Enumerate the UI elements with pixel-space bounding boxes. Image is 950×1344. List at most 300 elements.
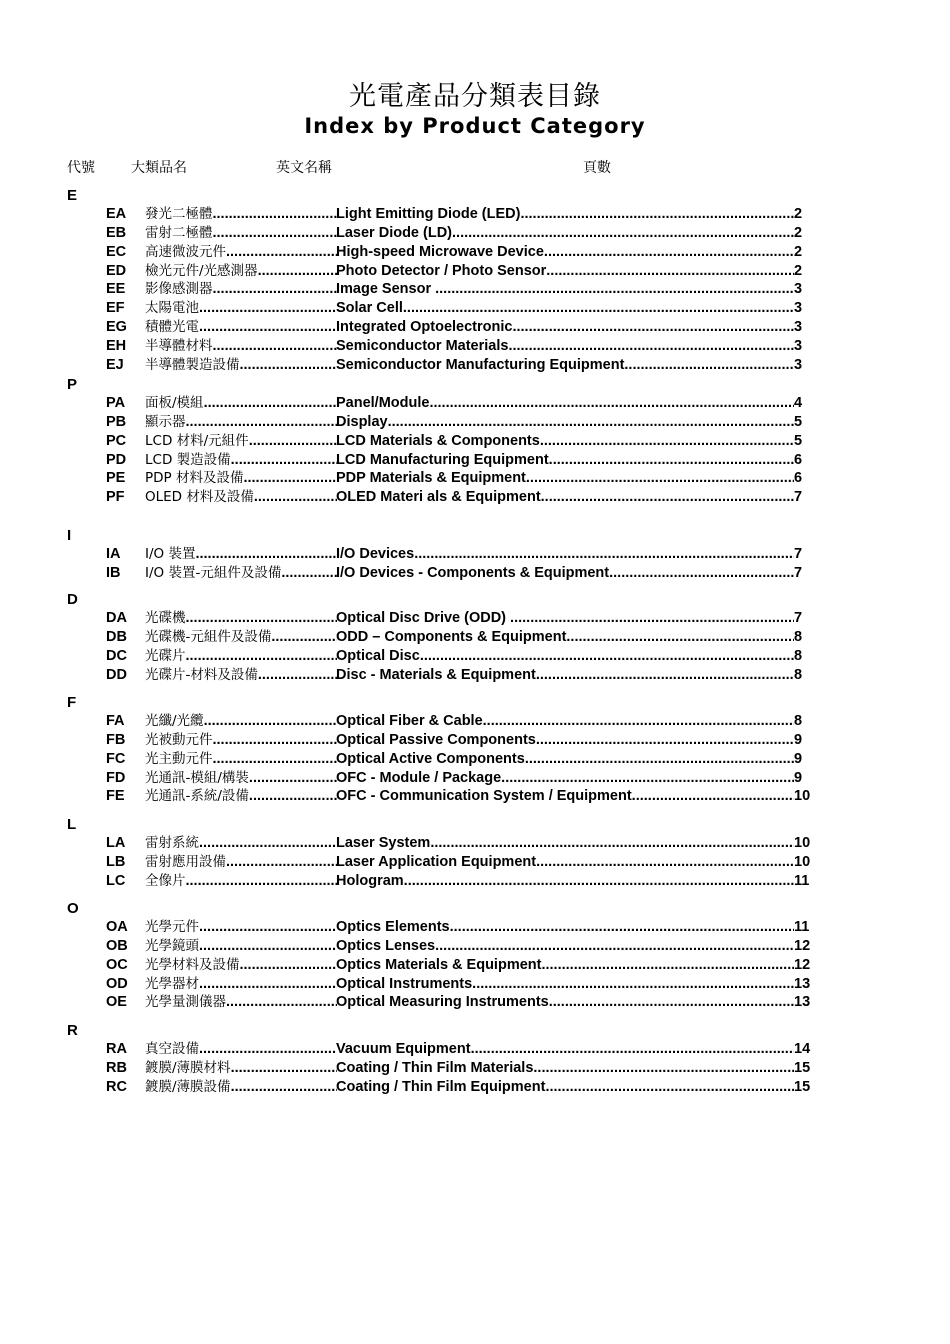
- category-name-en: [336, 224, 794, 243]
- index-row: [0, 647, 950, 666]
- category-code: EC: [106, 243, 127, 260]
- dot-leader: [483, 712, 794, 731]
- category-name-en: [336, 299, 794, 318]
- category-name-zh-text: 半導體製造設備: [145, 356, 240, 373]
- category-name-en-text: Optics Materials & Equipment: [336, 956, 542, 973]
- category-code: FD: [106, 769, 126, 786]
- index-row: [0, 318, 950, 337]
- category-name-en: [336, 918, 794, 937]
- category-code: EE: [106, 281, 126, 298]
- category-code: PF: [106, 489, 125, 506]
- category-code: LA: [106, 835, 126, 851]
- category-name-en-text: Coating / Thin Film Equipment: [336, 1078, 546, 1095]
- category-name-en-text: Optics Lenses: [336, 937, 436, 954]
- section-letter: O: [67, 900, 79, 917]
- page-number: 13: [794, 975, 811, 992]
- page-number: 3: [794, 319, 803, 336]
- category-name-zh: [145, 975, 337, 994]
- dot-leader: [632, 787, 794, 806]
- category-name-zh: [145, 769, 337, 788]
- category-code: OD: [106, 975, 128, 992]
- page-number: 7: [794, 564, 803, 581]
- category-name-en-text: LCD Manufacturing Equipment: [336, 451, 549, 468]
- dot-leader: [536, 666, 794, 685]
- category-name-zh-text: 影像感測器: [145, 281, 213, 298]
- dot-leader: [541, 956, 794, 975]
- dot-leader: [204, 394, 337, 413]
- category-name-en-text: OFC - Module / Package: [336, 769, 502, 786]
- category-code: DC: [106, 647, 127, 664]
- index-row: [0, 712, 950, 731]
- page-number: 2: [794, 243, 803, 260]
- category-name-en-text: Optical Disc Drive (ODD): [336, 610, 511, 626]
- category-code: PA: [106, 395, 126, 411]
- category-code: PE: [106, 470, 126, 487]
- page-number: 2: [794, 206, 803, 222]
- page-number: 3: [794, 337, 803, 354]
- category-name-en-text: Image Sensor: [336, 281, 436, 298]
- category-name-en-text: Laser Diode (LD): [336, 224, 453, 241]
- category-name-en: [336, 647, 794, 666]
- page-number: 15: [794, 1078, 811, 1095]
- category-name-zh-text: 全像片: [145, 872, 186, 889]
- category-code: DD: [106, 666, 127, 683]
- category-name-en-text: Semiconductor Manufacturing Equipment: [336, 356, 625, 373]
- dot-leader: [541, 488, 794, 507]
- category-name-en-text: Laser Application Equipment: [336, 853, 537, 870]
- dot-leader: [544, 243, 794, 262]
- category-code: LC: [106, 872, 126, 889]
- page-number: 4: [794, 395, 803, 411]
- category-name-zh: [145, 318, 337, 337]
- dot-leader: [249, 432, 337, 451]
- index-row: [0, 872, 950, 891]
- category-name-en: [336, 337, 794, 356]
- category-name-zh: [145, 451, 337, 470]
- index-row: [0, 975, 950, 994]
- dot-leader: [281, 564, 337, 583]
- dot-leader: [520, 205, 794, 224]
- index-row: [0, 243, 950, 262]
- category-code: PC: [106, 432, 127, 449]
- index-row: [0, 769, 950, 788]
- category-code: FC: [106, 750, 126, 767]
- index-row: [0, 956, 950, 975]
- category-name-zh-text: 光學元件: [145, 919, 199, 935]
- page-number: 6: [794, 451, 803, 468]
- category-name-en: [336, 853, 794, 872]
- page-number: 10: [794, 835, 811, 851]
- dot-leader: [525, 750, 794, 769]
- dot-leader: [199, 975, 337, 994]
- category-name-en: [336, 205, 794, 224]
- category-name-en: [336, 262, 794, 281]
- category-code: PD: [106, 451, 127, 468]
- category-code: LB: [106, 853, 126, 870]
- dot-leader: [452, 224, 794, 243]
- index-row: [0, 224, 950, 243]
- dot-leader: [213, 731, 338, 750]
- category-name-zh-text: 光學器材: [145, 975, 199, 992]
- dot-leader: [204, 712, 337, 731]
- category-name-zh: [145, 432, 337, 451]
- index-row: [0, 918, 950, 937]
- dot-leader: [186, 413, 338, 432]
- dot-leader: [508, 337, 794, 356]
- category-name-zh-text: 顯示器: [145, 413, 186, 430]
- page-number: 10: [794, 853, 811, 870]
- dot-leader: [258, 666, 337, 685]
- category-name-zh: [145, 712, 337, 731]
- category-name-en: [336, 488, 794, 507]
- category-name-zh-text: 發光二極體: [145, 206, 213, 222]
- category-name-zh-text: 太陽電池: [145, 300, 199, 317]
- category-name-en-text: Photo Detector / Photo Sensor: [336, 262, 547, 279]
- dot-leader: [430, 834, 794, 853]
- dot-leader: [536, 853, 794, 872]
- category-code: DB: [106, 628, 127, 645]
- dot-leader: [226, 243, 337, 262]
- dot-leader: [199, 834, 337, 853]
- index-row: [0, 262, 950, 281]
- index-row: [0, 545, 950, 564]
- section-letter: E: [67, 187, 78, 204]
- category-name-zh-text: 雷射應用設備: [145, 853, 226, 870]
- dot-leader: [213, 280, 338, 299]
- category-name-zh: [145, 956, 337, 975]
- page-number: 12: [794, 956, 811, 973]
- category-name-zh-text: 光通訊-系統/設備: [145, 788, 249, 805]
- dot-leader: [213, 205, 338, 224]
- index-row: [0, 280, 950, 299]
- category-name-en-text: Vacuum Equipment: [336, 1041, 471, 1057]
- category-code: EG: [106, 319, 127, 336]
- index-row: [0, 488, 950, 507]
- category-name-zh-text: 光學鏡頭: [145, 937, 199, 954]
- category-name-en-text: OLED Materi als & Equipment: [336, 489, 541, 506]
- dot-leader: [501, 769, 794, 788]
- dot-leader: [540, 432, 794, 451]
- dot-leader: [403, 299, 794, 318]
- column-header-code: 代號: [67, 160, 95, 176]
- page-number: 2: [794, 224, 803, 241]
- category-name-zh: [145, 280, 337, 299]
- page-number: 8: [794, 666, 803, 683]
- category-name-en: [336, 243, 794, 262]
- dot-leader: [624, 356, 794, 375]
- category-name-zh: [145, 937, 337, 956]
- page-number: 7: [794, 546, 803, 562]
- category-name-zh: [145, 918, 337, 937]
- page-number: 5: [794, 432, 803, 449]
- category-name-zh-text: 光纖/光纜: [145, 713, 204, 729]
- category-name-en: [336, 1059, 794, 1078]
- category-name-zh-text: I/O 裝置-元組件及設備: [145, 564, 282, 581]
- dot-leader: [435, 937, 794, 956]
- dot-leader: [199, 1040, 337, 1059]
- category-name-en-text: OFC - Communication System / Equipment: [336, 788, 632, 805]
- section-letter: F: [67, 694, 77, 711]
- index-row: [0, 564, 950, 583]
- category-name-en-text: Optical Passive Components: [336, 731, 536, 748]
- index-row: [0, 834, 950, 853]
- category-name-en: [336, 731, 794, 750]
- dot-leader: [526, 469, 794, 488]
- category-name-en: [336, 394, 794, 413]
- category-name-en: [336, 956, 794, 975]
- section-letter: L: [67, 816, 77, 833]
- category-code: FB: [106, 731, 126, 748]
- category-name-en-text: ODD – Components & Equipment: [336, 628, 567, 645]
- category-code: RB: [106, 1059, 127, 1076]
- category-name-en: [336, 1078, 794, 1097]
- page-number: 3: [794, 356, 803, 373]
- index-row: [0, 469, 950, 488]
- category-name-en: [336, 564, 794, 583]
- index-row: [0, 432, 950, 451]
- category-name-zh: [145, 545, 337, 564]
- category-name-zh-text: LCD 製造設備: [145, 451, 231, 468]
- dot-leader: [243, 469, 337, 488]
- category-code: OC: [106, 956, 128, 973]
- category-code: PB: [106, 413, 127, 430]
- category-name-en-text: PDP Materials & Equipment: [336, 470, 526, 487]
- category-name-zh-text: 鍍膜/薄膜設備: [145, 1078, 231, 1095]
- category-name-zh: [145, 834, 337, 853]
- dot-leader: [186, 647, 338, 666]
- index-row: [0, 731, 950, 750]
- dot-leader: [213, 224, 338, 243]
- category-name-zh-text: 光碟機: [145, 610, 186, 626]
- category-name-zh-text: 光主動元件: [145, 750, 213, 767]
- category-name-zh-text: 光碟機-元組件及設備: [145, 628, 272, 645]
- category-name-zh-text: LCD 材料/元組件: [145, 432, 249, 449]
- index-row: [0, 1059, 950, 1078]
- index-row: [0, 394, 950, 413]
- category-name-zh: [145, 205, 337, 224]
- category-name-en-text: Semiconductor Materials: [336, 337, 509, 354]
- dot-leader: [545, 1078, 794, 1097]
- dot-leader: [271, 628, 337, 647]
- category-name-zh-text: 高速微波元件: [145, 243, 226, 260]
- category-name-zh-text: PDP 材料及設備: [145, 470, 244, 487]
- dot-leader: [420, 647, 794, 666]
- dot-leader: [240, 956, 338, 975]
- dot-leader: [536, 731, 794, 750]
- category-code: EB: [106, 224, 127, 241]
- category-name-zh: [145, 628, 337, 647]
- index-row: [0, 750, 950, 769]
- category-name-zh: [145, 872, 337, 891]
- category-name-zh-text: 雷射二極體: [145, 224, 213, 241]
- page-number: 3: [794, 300, 803, 317]
- dot-leader: [226, 853, 337, 872]
- category-name-zh-text: 半導體材料: [145, 337, 213, 354]
- column-header-category: 大類品名: [131, 160, 187, 176]
- category-code: RA: [106, 1041, 127, 1057]
- dot-leader: [512, 318, 794, 337]
- category-code: OA: [106, 919, 128, 935]
- category-name-zh-text: 光碟片-材料及設備: [145, 666, 258, 683]
- page-number: 3: [794, 281, 803, 298]
- category-name-zh: [145, 1059, 337, 1078]
- category-name-zh: [145, 469, 337, 488]
- dot-leader: [226, 993, 337, 1012]
- dot-leader: [231, 1059, 337, 1078]
- category-name-en-text: Optical Fiber & Cable: [336, 713, 483, 729]
- index-row: [0, 205, 950, 224]
- category-code: ED: [106, 262, 127, 279]
- category-name-zh: [145, 666, 337, 685]
- index-row: [0, 787, 950, 806]
- category-name-en: [336, 280, 794, 299]
- category-name-zh-text: 光學量測儀器: [145, 994, 226, 1011]
- page-number: 7: [794, 489, 803, 506]
- category-name-en-text: Optics Elements: [336, 919, 450, 935]
- dot-leader: [549, 451, 794, 470]
- page-number: 13: [794, 994, 811, 1011]
- category-name-en-text: Light Emitting Diode (LED): [336, 206, 521, 222]
- dot-leader: [249, 787, 337, 806]
- category-name-en: [336, 937, 794, 956]
- dot-leader: [199, 299, 337, 318]
- category-name-en-text: Display: [336, 413, 388, 430]
- category-name-en-text: LCD Materials & Components: [336, 432, 540, 449]
- column-header-page: 頁數: [583, 160, 611, 176]
- page-number: 12: [794, 937, 811, 954]
- category-name-zh: [145, 262, 337, 281]
- dot-leader: [533, 1059, 794, 1078]
- section-letter: D: [67, 591, 78, 608]
- category-name-zh: [145, 731, 337, 750]
- category-name-zh: [145, 299, 337, 318]
- category-name-zh-text: OLED 材料及設備: [145, 489, 254, 506]
- dot-leader: [258, 262, 337, 281]
- dot-leader: [254, 488, 337, 507]
- index-row: [0, 356, 950, 375]
- category-name-en: [336, 787, 794, 806]
- dot-leader: [549, 993, 794, 1012]
- category-name-zh: [145, 337, 337, 356]
- category-name-zh: [145, 356, 337, 375]
- category-name-en-text: Optical Active Components: [336, 750, 525, 767]
- category-code: OE: [106, 994, 127, 1011]
- index-row: [0, 609, 950, 628]
- category-name-zh: [145, 787, 337, 806]
- category-code: OB: [106, 937, 128, 954]
- page-number: 7: [794, 610, 803, 626]
- category-name-zh-text: 鍍膜/薄膜材料: [145, 1059, 231, 1076]
- section-letter: P: [67, 376, 78, 393]
- index-row: [0, 451, 950, 470]
- index-row: [0, 666, 950, 685]
- dot-leader: [388, 413, 794, 432]
- category-name-en-text: Optical Measuring Instruments: [336, 994, 549, 1011]
- index-row: [0, 337, 950, 356]
- page-number: 8: [794, 713, 803, 729]
- dot-leader: [195, 545, 337, 564]
- category-name-zh: [145, 413, 337, 432]
- category-name-en: [336, 628, 794, 647]
- category-name-en: [336, 318, 794, 337]
- category-name-en: [336, 975, 794, 994]
- page-number: 14: [794, 1041, 811, 1057]
- index-row: [0, 853, 950, 872]
- category-name-zh-text: 雷射系統: [145, 835, 199, 851]
- category-name-zh-text: 面板/模組: [145, 395, 204, 411]
- page-number: 11: [794, 872, 810, 889]
- category-name-zh: [145, 993, 337, 1012]
- category-name-zh-text: I/O 裝置: [145, 546, 196, 562]
- dot-leader: [213, 750, 338, 769]
- dot-leader: [231, 451, 337, 470]
- page-title-english: Index by Product Category: [304, 114, 646, 138]
- category-code: IB: [106, 564, 121, 581]
- category-name-en: [336, 451, 794, 470]
- category-name-en-text: Optical Disc: [336, 647, 420, 664]
- dot-leader: [546, 262, 794, 281]
- category-name-en: [336, 545, 794, 564]
- category-name-en: [336, 993, 794, 1012]
- category-name-zh: [145, 488, 337, 507]
- category-name-en-text: Integrated Optoelectronic: [336, 319, 513, 336]
- dot-leader: [231, 1078, 337, 1097]
- dot-leader: [240, 356, 338, 375]
- dot-leader: [471, 1040, 794, 1059]
- category-code: IA: [106, 546, 121, 562]
- category-name-en: [336, 666, 794, 685]
- category-name-zh-text: 光通訊-模組/構裝: [145, 769, 249, 786]
- dot-leader: [186, 872, 338, 891]
- index-row: [0, 628, 950, 647]
- page-number: 9: [794, 750, 803, 767]
- category-name-en: [336, 712, 794, 731]
- dot-leader: [199, 318, 337, 337]
- category-name-en-text: I/O Devices: [336, 546, 415, 562]
- dot-leader: [199, 937, 337, 956]
- category-name-en-text: I/O Devices - Components & Equipment: [336, 564, 610, 581]
- category-code: FA: [106, 713, 125, 729]
- index-row: [0, 993, 950, 1012]
- section-letter: I: [67, 527, 72, 544]
- dot-leader: [429, 394, 794, 413]
- category-name-en-text: High-speed Microwave Device: [336, 243, 544, 260]
- category-name-en-text: Disc - Materials & Equipment: [336, 666, 536, 683]
- dot-leader: [213, 337, 338, 356]
- category-name-en-text: Coating / Thin Film Materials: [336, 1059, 534, 1076]
- dot-leader: [609, 564, 794, 583]
- category-name-zh: [145, 853, 337, 872]
- dot-leader: [404, 872, 794, 891]
- category-name-en-text: Solar Cell: [336, 300, 403, 317]
- dot-leader: [199, 918, 337, 937]
- category-name-zh: [145, 564, 337, 583]
- page-number: 8: [794, 628, 803, 645]
- index-row: [0, 413, 950, 432]
- page-number: 9: [794, 731, 803, 748]
- category-name-zh-text: 積體光電: [145, 319, 199, 336]
- page-number: 11: [794, 919, 810, 935]
- page-title-chinese: 光電產品分類表目錄: [349, 81, 601, 112]
- category-name-zh: [145, 1078, 337, 1097]
- category-code: EJ: [106, 356, 124, 373]
- page-number: 6: [794, 470, 803, 487]
- category-name-zh-text: 檢光元件/光感測器: [145, 262, 258, 279]
- category-name-en: [336, 469, 794, 488]
- category-name-zh: [145, 243, 337, 262]
- category-code: FE: [106, 788, 125, 805]
- category-name-en: [336, 1040, 794, 1059]
